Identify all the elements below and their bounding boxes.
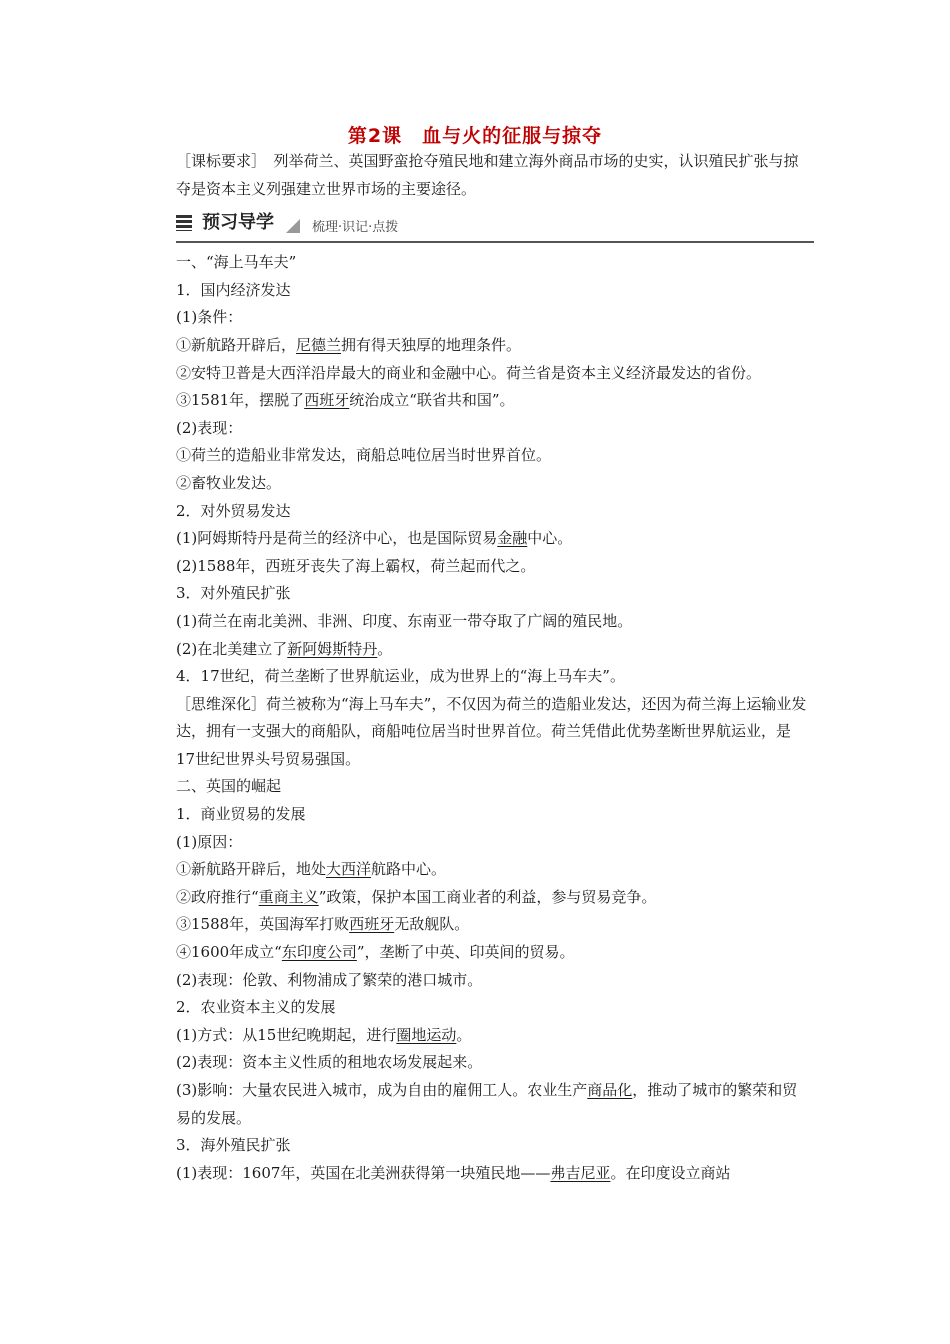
text-line bbox=[176, 304, 810, 332]
text-line bbox=[176, 387, 810, 415]
text-run: (1)原因： bbox=[176, 832, 243, 851]
text-run: 2．对外贸易发达 bbox=[176, 501, 291, 520]
text-line bbox=[176, 277, 810, 305]
text-line bbox=[176, 911, 810, 939]
banner-title: 预习导学 bbox=[202, 212, 274, 234]
text-run: (2)在北美建立了 bbox=[176, 639, 288, 658]
text-run: ①荷兰的造船业非常发达，商船总吨位居当时世界首位。 bbox=[176, 446, 552, 465]
text-run: 航路中心。 bbox=[371, 860, 447, 879]
text-run: 3．海外殖民扩张 bbox=[176, 1136, 291, 1155]
text-line bbox=[176, 939, 810, 967]
text-line bbox=[176, 856, 810, 884]
text-run: (1)方式：从15世纪晚期起，进行 bbox=[176, 1025, 397, 1044]
text-line bbox=[176, 1049, 810, 1077]
text-run: ，推动了城市的繁荣和贸易的发展。 bbox=[176, 1081, 798, 1127]
underlined-keyword: 大西洋 bbox=[326, 860, 372, 879]
text-line bbox=[176, 1132, 810, 1160]
text-run: 中心。 bbox=[527, 529, 573, 548]
underlined-keyword: 弗吉尼亚 bbox=[550, 1163, 611, 1182]
text-lines bbox=[176, 249, 810, 1187]
text-run: (1)荷兰在南北美洲、非洲、印度、东南亚一带夺取了广阔的殖民地。 bbox=[176, 611, 633, 630]
text-line bbox=[176, 470, 810, 498]
text-line bbox=[176, 636, 810, 664]
text-run: 。 bbox=[377, 639, 393, 658]
text-run: 2．农业资本主义的发展 bbox=[176, 998, 336, 1017]
underlined-keyword: 重商主义 bbox=[258, 887, 319, 906]
text-line bbox=[176, 691, 810, 774]
text-line bbox=[176, 332, 810, 360]
lesson-title: 第2课 血与火的征服与掠夺 bbox=[347, 125, 603, 147]
text-run: ②安特卫普是大西洋沿岸最大的商业和金融中心。荷兰省是资本主义经济最发达的省份。 bbox=[176, 363, 762, 382]
underlined-keyword: 金融 bbox=[497, 529, 528, 548]
text-run: ［思维深化］荷兰被称为“海上马车夫”，不仅因为荷兰的造船业发达，还因为荷兰海上运输业发达，拥有一支强大的商船队，商船吨位居当时世界首位。荷兰凭借此优势垄断世界航运业，是17世纪世界头号贸易强国。 bbox=[176, 694, 807, 768]
text-line bbox=[176, 967, 810, 995]
text-line bbox=[176, 360, 810, 388]
text-run: 1．国内经济发达 bbox=[176, 280, 291, 299]
text-line bbox=[176, 498, 810, 526]
text-run: ③1581年，摆脱了 bbox=[176, 391, 305, 410]
underlined-keyword: 圈地运动 bbox=[396, 1025, 457, 1044]
text-line bbox=[176, 801, 810, 829]
text-line bbox=[176, 415, 810, 443]
text-run: (2)表现： bbox=[176, 418, 243, 437]
text-run: 无敌舰队。 bbox=[394, 915, 470, 934]
text-run: ④1600年成立“ bbox=[176, 943, 282, 962]
text-line bbox=[176, 773, 810, 801]
underlined-keyword: 尼德兰 bbox=[296, 335, 342, 354]
text-run: ①新航路开辟后， bbox=[176, 335, 297, 354]
text-run: ③1588年，英国海军打败 bbox=[176, 915, 350, 934]
content-body bbox=[176, 148, 810, 1187]
text-line bbox=[176, 249, 810, 277]
text-run: ②畜牧业发达。 bbox=[176, 473, 282, 492]
text-line bbox=[176, 553, 810, 581]
section-banner bbox=[176, 207, 814, 243]
text-run: (2)1588年，西班牙丧失了海上霸权，荷兰起而代之。 bbox=[176, 556, 536, 575]
text-run: ”政策，保护本国工商业者的利益，参与贸易竞争。 bbox=[318, 887, 657, 906]
text-line bbox=[176, 1022, 810, 1050]
underlined-keyword: 东印度公司 bbox=[281, 943, 357, 962]
text-run: ①新航路开辟后，地处 bbox=[176, 860, 327, 879]
curriculum-requirement: ［课标要求］ 列举荷兰、英国野蛮抢夺殖民地和建立海外商品市场的史实，认识殖民扩张与掠夺是资本主义列强建立世界市场的主要途径。 bbox=[176, 152, 799, 198]
text-line bbox=[176, 1077, 810, 1132]
text-run: (1)阿姆斯特丹是荷兰的经济中心，也是国际贸易 bbox=[176, 529, 498, 548]
text-line bbox=[176, 608, 810, 636]
text-run: 1．商业贸易的发展 bbox=[176, 805, 306, 824]
text-run: 二、英国的崛起 bbox=[176, 777, 282, 796]
text-line bbox=[176, 442, 810, 470]
banner-stripes-icon bbox=[176, 215, 192, 231]
text-run: 统治成立“联省共和国”。 bbox=[349, 391, 515, 410]
underlined-keyword: 西班牙 bbox=[304, 391, 350, 410]
text-run: 。在印度设立商站 bbox=[610, 1163, 731, 1182]
text-run: (2)表现：伦敦、利物浦成了繁荣的港口城市。 bbox=[176, 970, 483, 989]
text-run: (2)表现：资本主义性质的租地农场发展起来。 bbox=[176, 1053, 483, 1072]
text-run: 拥有得天独厚的地理条件。 bbox=[341, 335, 522, 354]
underlined-keyword: 商品化 bbox=[587, 1081, 633, 1099]
text-run: 。 bbox=[456, 1025, 472, 1044]
text-line bbox=[176, 994, 810, 1022]
text-run: (1)条件： bbox=[176, 308, 243, 327]
text-run: 3．对外殖民扩张 bbox=[176, 584, 291, 603]
text-run: (3)影响：大量农民进入城市，成为自由的雇佣工人。农业生产 bbox=[176, 1081, 588, 1099]
underlined-keyword: 新阿姆斯特丹 bbox=[287, 639, 378, 658]
banner-subtitle: 梳理·识记·点拨 bbox=[312, 220, 399, 236]
text-run: 4．17世纪，荷兰垄断了世界航运业，成为世界上的“海上马车夫”。 bbox=[176, 667, 625, 686]
text-line bbox=[176, 829, 810, 857]
underlined-keyword: 西班牙 bbox=[349, 915, 395, 934]
banner-triangle-icon bbox=[286, 219, 300, 233]
text-run: ②政府推行“ bbox=[176, 887, 259, 906]
text-run: (1)表现：1607年，英国在北美洲获得第一块殖民地—— bbox=[176, 1163, 551, 1182]
text-line bbox=[176, 1160, 810, 1188]
text-line bbox=[176, 580, 810, 608]
text-line bbox=[176, 884, 810, 912]
text-line bbox=[176, 663, 810, 691]
text-line bbox=[176, 525, 810, 553]
text-run: 一、“海上马车夫” bbox=[176, 253, 297, 272]
text-run: ”，垄断了中英、印英间的贸易。 bbox=[356, 943, 575, 962]
